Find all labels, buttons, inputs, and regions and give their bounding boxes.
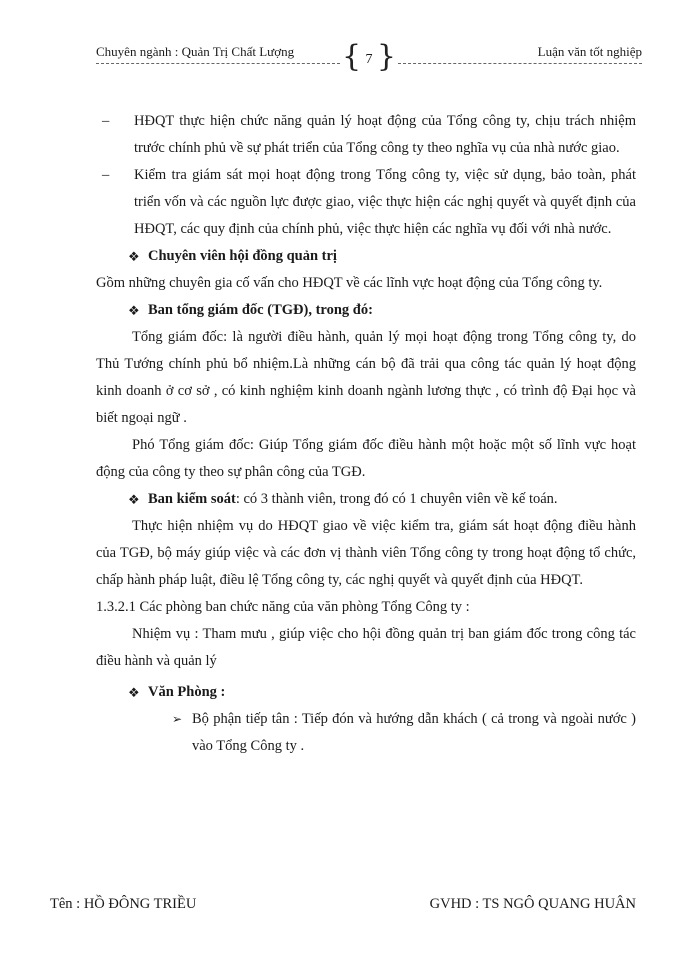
page-number-box xyxy=(340,39,398,74)
paragraph: Phó Tổng giám đốc: Giúp Tổng giám đốc điều hành một hoặc một số lĩnh vực hoạt động của công ty theo sự phân công của TGĐ. xyxy=(96,437,636,480)
paragraph: Tổng giám đốc: là người điều hành, quản lý mọi hoạt động trong Tổng công ty, do Thủ Tướng chính phủ bổ nhiệm.Là những cán bộ đã trải qua công tác quản lý hoạt động kinh doanh ở cơ sở , có kinh nghiệm kinh doanh ngành lương thực , có trình độ Đại học và biết ngoại ngữ . xyxy=(96,329,636,426)
page-header xyxy=(96,39,642,82)
section-title: Văn Phòng : xyxy=(148,684,226,700)
section-heading xyxy=(96,297,636,324)
section-inline-text: : có 3 thành viên, trong đó có 1 chuyên viên về kế toán. xyxy=(235,491,558,507)
diamond-bullet-icon: ❖ xyxy=(128,492,140,507)
section-heading xyxy=(96,679,636,706)
header-document-type: Luận văn tốt nghiệp xyxy=(537,44,642,59)
section-heading xyxy=(96,243,636,270)
dash-icon: – xyxy=(102,113,110,129)
footer-supervisor: GVHD : TS NGÔ QUANG HUÂN xyxy=(429,896,636,912)
bullet-item xyxy=(96,108,636,162)
section-title: Chuyên viên hội đồng quản trị xyxy=(148,248,337,264)
dash-icon: – xyxy=(102,167,110,183)
header-rule-right xyxy=(398,63,642,64)
paragraph: Nhiệm vụ : Tham mưu , giúp việc cho hội đồng quản trị ban giám đốc trong công tác điều hành và quản lý xyxy=(96,626,636,669)
diamond-bullet-icon: ❖ xyxy=(128,249,140,264)
arrow-list-item xyxy=(96,706,636,760)
bullet-item xyxy=(96,162,636,243)
section-heading xyxy=(96,486,636,513)
page-body xyxy=(96,108,636,760)
left-brace-icon: { xyxy=(342,39,362,74)
arrow-bullet-icon: ➢ xyxy=(172,712,183,726)
bullet-text: Kiểm tra giám sát mọi hoạt động trong Tổng công ty, việc sử dụng, bảo toàn, phát triển vốn và các nguồn lực được giao, việc thực hiện các nghị quyết và quyết định của HĐQT, các quy định của chính phủ, việc thực hiện các nghĩa vụ đối với nhà nước. xyxy=(134,167,636,237)
footer-author: Tên : HỒ ĐÔNG TRIỀU xyxy=(50,896,197,912)
header-rule-left xyxy=(96,63,340,64)
section-title: Ban tổng giám đốc (TGĐ), trong đó: xyxy=(148,302,373,318)
header-specialization: Chuyên ngành : Quản Trị Chất Lượng xyxy=(96,44,295,59)
subsection-heading: 1.3.2.1 Các phòng ban chức năng của văn phòng Tổng Công ty : xyxy=(96,599,470,615)
paragraph: Gồm những chuyên gia cố vấn cho HĐQT về các lĩnh vực hoạt động của Tổng công ty. xyxy=(96,275,603,291)
right-brace-icon: } xyxy=(376,39,396,74)
list-item-text: Bộ phận tiếp tân : Tiếp đón và hướng dẫn khách ( cả trong và ngoài nước ) vào Tổng Công ty . xyxy=(192,711,636,754)
section-title: Ban kiểm soát xyxy=(148,491,236,507)
bullet-text: HĐQT thực hiện chức năng quản lý hoạt động của Tổng công ty, chịu trách nhiệm trước chính phủ về sự phát triển của Tổng công ty theo nghĩa vụ của nhà nước giao. xyxy=(134,113,636,156)
page-number: 7 xyxy=(365,52,373,67)
paragraph: Thực hiện nhiệm vụ do HĐQT giao về việc kiểm tra, giám sát hoạt động điều hành của TGĐ, bộ máy giúp việc và các đơn vị thành viên Tổng công ty trong hoạt động tổ chức, chấp hành pháp luật, điều lệ Tổng công ty, các nghị quyết và quyết định của HĐQT. xyxy=(96,518,636,588)
diamond-bullet-icon: ❖ xyxy=(128,685,140,700)
diamond-bullet-icon: ❖ xyxy=(128,303,140,318)
